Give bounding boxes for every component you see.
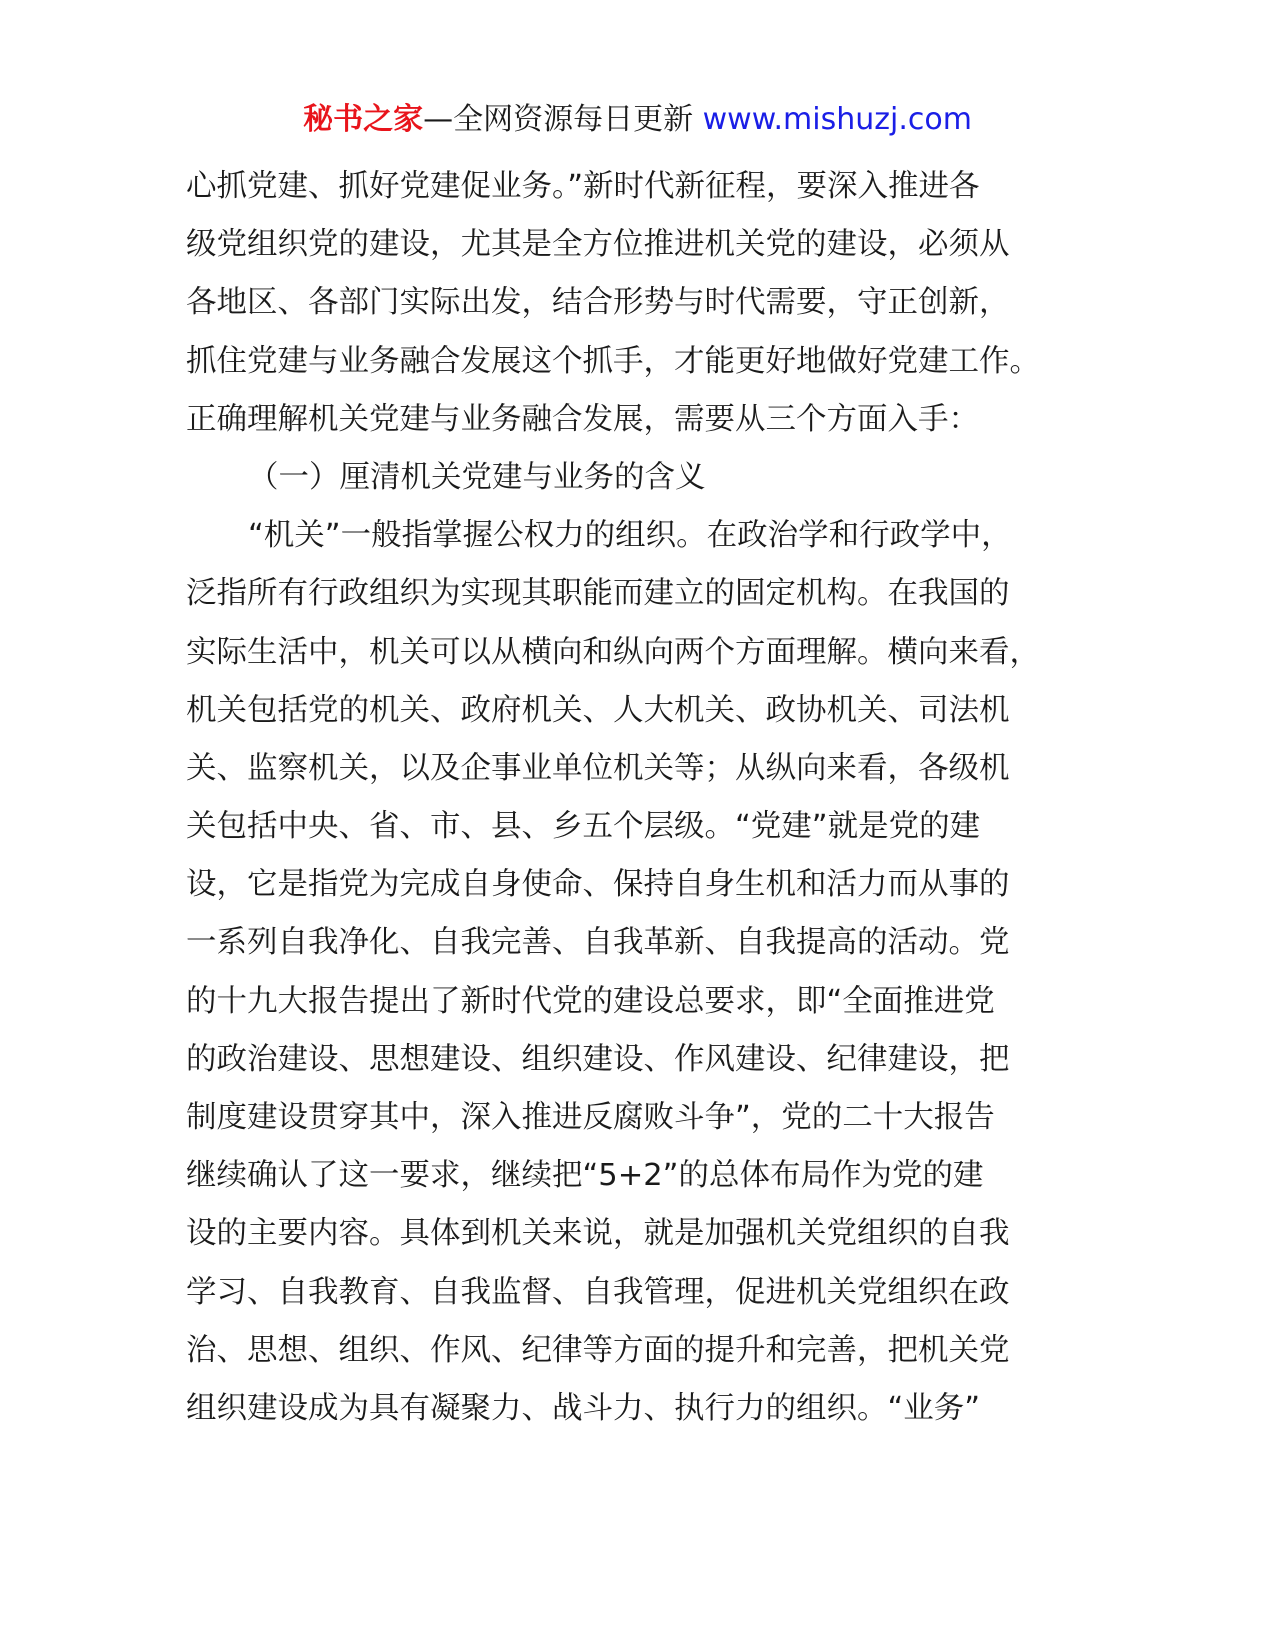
text-line: 各地区、各部门实际出发，结合形势与时代需要，守正创新，	[186, 285, 1010, 321]
text-line: 组织建设成为具有凝聚力、战斗力、执行力的组织。“业务”	[186, 1390, 981, 1426]
text-line: 继续确认了这一要求，继续把“5+2”的总体布局作为党的建	[186, 1158, 984, 1194]
paragraph-intro	[186, 158, 1091, 449]
text-line: 一系列自我净化、自我完善、自我革新、自我提高的活动。党	[186, 925, 1010, 961]
document-body	[186, 158, 1091, 1438]
text-line: 设，它是指党为完成自身使命、保持自身生机和活力而从事的	[186, 867, 1010, 903]
text-line: 抓住党建与业务融合发展这个抓手，才能更好地做好党建工作。	[186, 343, 1040, 379]
text-line: 关、监察机关，以及企事业单位机关等；从纵向来看，各级机	[186, 750, 1010, 786]
paragraph-definition	[186, 507, 1091, 1438]
text-line: 治、思想、组织、作风、纪律等方面的提升和完善，把机关党	[186, 1332, 1010, 1368]
text-line: 级党组织党的建设，尤其是全方位推进机关党的建设，必须从	[186, 227, 1010, 263]
text-line: 正确理解机关党建与业务融合发展，需要从三个方面入手：	[186, 401, 979, 437]
page-header	[0, 98, 1275, 142]
text-line: 心抓党建、抓好党建促业务。”新时代新征程，要深入推进各	[186, 169, 980, 204]
section-heading: （一）厘清机关党建与业务的含义	[248, 459, 706, 495]
text-line: 实际生活中，机关可以从横向和纵向两个方面理解。横向来看，	[186, 634, 1040, 670]
site-url-link[interactable]: www.mishuzj.com	[702, 102, 972, 137]
text-line: 设的主要内容。具体到机关来说，就是加强机关党组织的自我	[186, 1216, 1010, 1252]
text-line: 的政治建设、思想建设、组织建设、作风建设、纪律建设，把	[186, 1041, 1010, 1077]
text-line: 机关包括党的机关、政府机关、人大机关、政协机关、司法机	[186, 692, 1010, 728]
text-line: 关包括中央、省、市、县、乡五个层级。“党建”就是党的建	[186, 809, 981, 845]
text-line: 学习、自我教育、自我监督、自我管理，促进机关党组织在政	[186, 1274, 1010, 1310]
text-line: 的十九大报告提出了新时代党的建设总要求，即“全面推进党	[186, 983, 995, 1019]
brand-name: 秘书之家	[303, 102, 424, 137]
text-line: 制度建设贯穿其中，深入推进反腐败斗争”，党的二十大报告	[186, 1100, 995, 1135]
text-line: “机关”一般指掌握公权力的组织。在政治学和行政学中，	[248, 518, 1012, 554]
text-line: 泛指所有行政组织为实现其职能而建立的固定机构。在我国的	[186, 576, 1010, 612]
header-tagline: —全网资源每日更新	[423, 102, 694, 137]
